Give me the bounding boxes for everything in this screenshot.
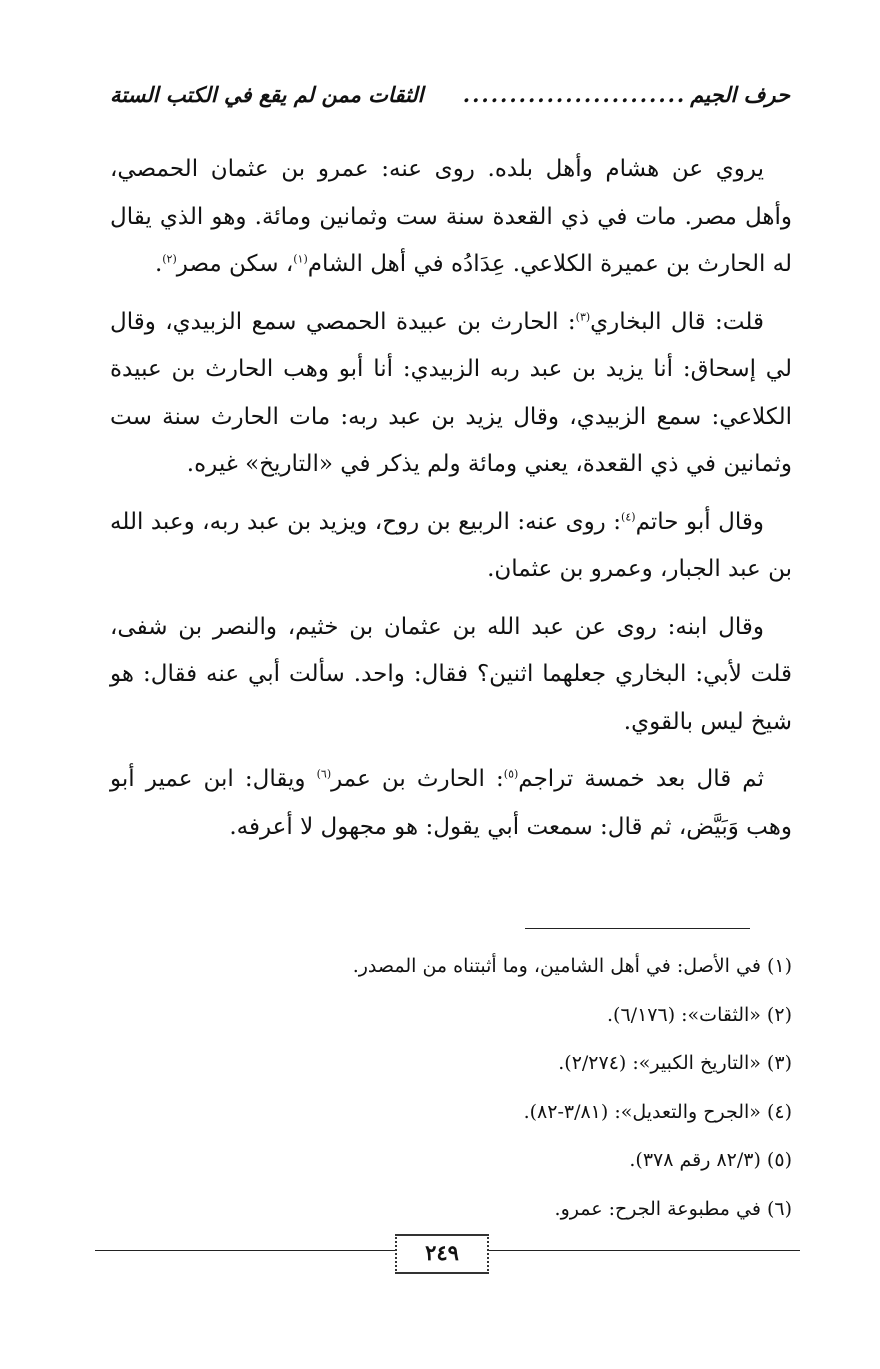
paragraph-4: وقال ابنه: روى عن عبد الله بن عثمان بن خثيم، والنصر بن شفى، قلت لأبي: البخاري جعلهما اثنين؟ فقال: واحد. سألت أبي عنه فقال: هو شيخ ليس بالقوي. xyxy=(110,613,792,735)
footnote-2: (٢) «الثقات»: (٦/١٧٦). xyxy=(607,1003,792,1026)
footnote-3: (٣) «التاريخ الكبير»: (٢/٢٧٤). xyxy=(558,1052,792,1074)
footnote-separator xyxy=(525,928,750,929)
footnote-ref-6: (٦) xyxy=(316,767,332,781)
footnote-6: (٦) في مطبوعة الجرح: عمرو. xyxy=(554,1197,792,1220)
footnotes xyxy=(110,942,792,1233)
footnote-5: (٥) (٨٢/٣ رقم ٣٧٨). xyxy=(629,1149,792,1171)
header-leader-dots: ........................ xyxy=(462,82,687,107)
paragraph-3: وقال أبو حاتم$^{(٤)}$: روى عنه: الربيع بن روح، ويزيد بن عبد ربه، وعبد الله بن عبد الجبار، وعمرو بن عثمان. xyxy=(110,508,792,582)
footnote-ref-3: (٣) xyxy=(575,309,591,323)
header-book-title: الثقات ممن لم يقع في الكتب الستة xyxy=(110,82,424,107)
footnote-ref-1: (١) xyxy=(293,252,308,266)
paragraph-5: ثم قال بعد خمسة تراجم$^{(٥)}$: الحارث بن عمر$^{(٦)}$ ويقال: ابن عمير أبو وهب وَبَيَّض، ثم قال: سمعت أبي يقول: هو مجهول لا أعرفه. xyxy=(110,766,792,840)
running-header xyxy=(110,82,790,107)
header-chapter: حرف الجيم xyxy=(690,82,790,107)
main-text xyxy=(110,146,792,861)
footnote-ref-5: (٥) xyxy=(503,767,519,781)
footnote-1: (١) في الأصل: في أهل الشامين، وما أثبتناه من المصدر. xyxy=(352,955,792,977)
paragraph-2: قلت: قال البخاري$^{(٣)}$: الحارث بن عبيدة الحمصي سمع الزبيدي، وقال لي إسحاق: أنا يزيد بن عبد ربه الزبيدي: أنا أبو وهب الحارث بن عبيدة الكلاعي: سمع الزبيدي، وقال يزيد بن عبد ربه: مات الحارث سنة ست وثمانين في ذي القعدة، يعني ومائة ولم يذكر في «التاريخ» غيره. xyxy=(110,308,792,477)
page-number: ٢٤٩ xyxy=(395,1234,489,1274)
paragraph-1: يروي عن هشام وأهل بلده. روى عنه: عمرو بن عثمان الحمصي، وأهل مصر. مات في ذي القعدة سنة ست وثمانين ومائة. وهو الذي يقال له الحارث بن عميرة الكلاعي. عِدَادُه في أهل الشام$^{(١)}$، سكن مصر$^{(٢)}$. xyxy=(110,156,792,277)
footnote-ref-4: (٤) xyxy=(621,509,636,523)
footnote-4: (٤) «الجرح والتعديل»: (٣/٨١-٨٢). xyxy=(523,1100,792,1123)
footnote-ref-2: (٢) xyxy=(162,252,177,266)
